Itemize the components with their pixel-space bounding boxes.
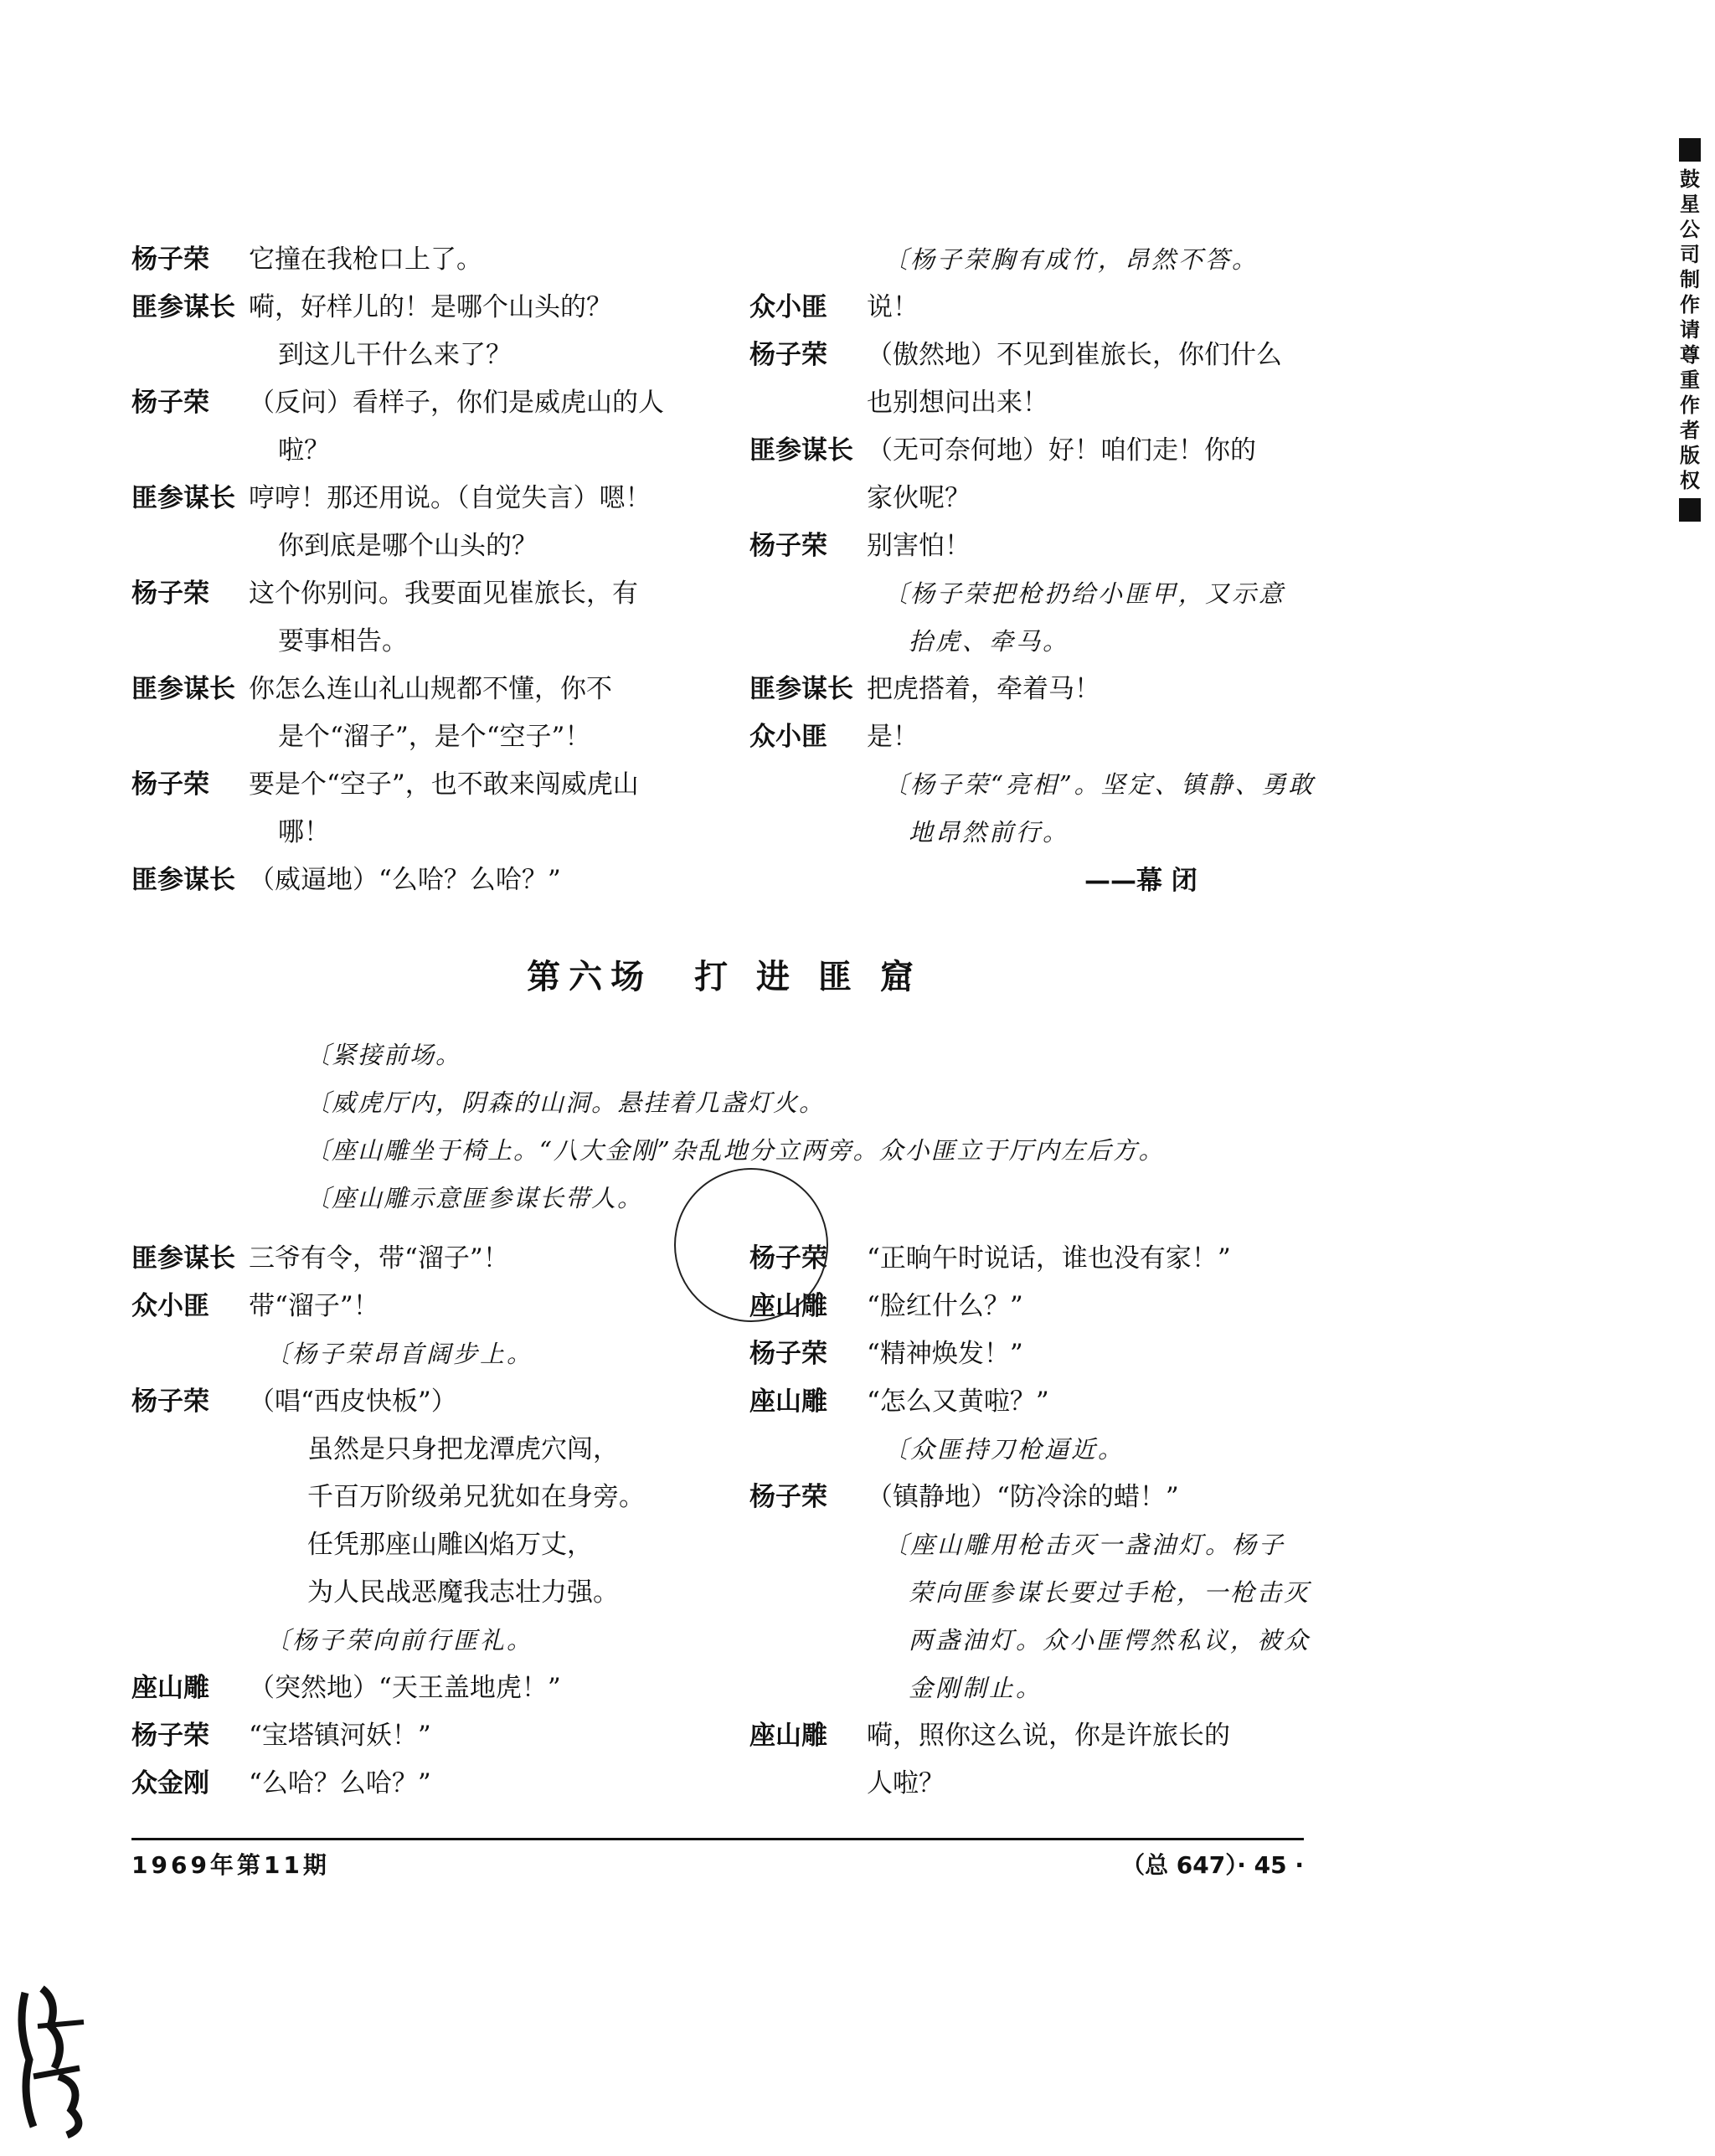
intro-line: 〔紧接前场。 [306, 1041, 462, 1069]
speaker-name: 众金刚 [131, 1768, 209, 1798]
dialogue-line [749, 1474, 1311, 1521]
notice-char: 鼓 [1680, 167, 1700, 191]
dialogue-text: 是！ [867, 722, 919, 752]
speaker-name: 座山雕 [749, 1721, 827, 1751]
dialogue-line [131, 1665, 701, 1712]
notice-char: 作 [1680, 394, 1700, 417]
left-column-bottom [131, 1235, 701, 1808]
dialogue-text: 嗬，照你这么说，你是许旅长的 [867, 1721, 1230, 1751]
dialogue-text: “正晌午时说话，谁也没有家！” [867, 1243, 1231, 1274]
notice-char: 作 [1680, 293, 1700, 316]
dialogue-text: （无可奈何地）好！咱们走！你的 [867, 435, 1256, 466]
dialogue-continuation: 金刚制止。 [909, 1674, 1043, 1702]
speaker-name: 匪参谋长 [131, 292, 235, 322]
dialogue-line [131, 1426, 701, 1474]
dialogue-continuation: 两盏油灯。众小匪愕然私议，被众 [909, 1626, 1311, 1654]
dialogue-text: “宝塔镇河妖！” [249, 1721, 431, 1751]
dialogue-text: “精神焕发！” [867, 1339, 1023, 1369]
dialogue-line [131, 1378, 701, 1426]
speaker-name: 杨子荣 [131, 244, 209, 275]
dialogue-text: 任凭那座山雕凶焰万丈， [307, 1530, 593, 1560]
stage-direction: 〔众匪持刀枪逼近。 [883, 1435, 1125, 1464]
notice-char: 请 [1680, 318, 1700, 342]
dialogue-continuation: 也别想问出来！ [867, 388, 1048, 418]
copyright-text [1677, 167, 1702, 493]
dialogue-text: 哼哼！那还用说。（自觉失言）嗯！ [249, 483, 651, 513]
speaker-name: 匪参谋长 [131, 483, 235, 513]
dialogue-text: （威逼地）“么哈？么哈？” [249, 865, 561, 895]
speaker-name: 匪参谋长 [131, 1243, 235, 1274]
speaker-name: 座山雕 [131, 1673, 209, 1703]
stage-direction: 〔座山雕用枪击灭一盏油灯。杨子 [883, 1531, 1286, 1559]
dialogue-line [749, 570, 1311, 618]
dialogue-line [131, 379, 701, 427]
dialogue-text: 为人民战恶魔我志壮力强。 [307, 1577, 619, 1608]
speaker-name: 杨子荣 [749, 1243, 827, 1274]
dialogue-line [749, 1235, 1311, 1283]
dialogue-continuation: 啦？ [278, 435, 330, 466]
dialogue-continuation: 是个“溜子”，是个“空子”！ [278, 722, 591, 752]
dialogue-line [749, 1712, 1311, 1760]
stage-direction: 〔杨子荣昂首阔步上。 [265, 1340, 534, 1368]
speaker-name: 座山雕 [749, 1291, 827, 1321]
notice-char: 制 [1680, 268, 1700, 291]
stage-direction: 〔杨子荣胸有成竹，昂然不答。 [883, 245, 1259, 274]
dialogue-line [749, 1426, 1311, 1474]
dialogue-line [749, 236, 1311, 284]
right-column-bottom [749, 1235, 1311, 1808]
notice-char: 星 [1680, 193, 1700, 216]
page-number: （总 647）· 45 · [1121, 1851, 1304, 1879]
dialogue-text: （镇静地）“防冷涂的蜡！” [867, 1482, 1179, 1512]
dialogue-line [131, 284, 701, 332]
speaker-name: 匪参谋长 [749, 674, 853, 704]
left-column-top [131, 236, 701, 904]
dialogue-line [749, 522, 1311, 570]
speaker-name [131, 1330, 265, 1378]
speaker-name [131, 1617, 265, 1665]
curtain-close: ——幕 闭 [1084, 866, 1197, 896]
dialogue-text: 千百万阶级弟兄犹如在身旁。 [307, 1482, 645, 1512]
speaker-name [749, 1521, 883, 1569]
dialogue-line [749, 761, 1316, 809]
dialogue-line [131, 1235, 701, 1283]
dialogue-text: （唱“西皮快板”） [249, 1387, 457, 1417]
dialogue-continuation: 你到底是哪个山头的？ [278, 531, 538, 561]
dialogue-line [749, 1378, 1311, 1426]
speaker-name: 杨子荣 [749, 531, 827, 561]
speaker-name [131, 1569, 307, 1617]
issue-label: 1969年第11期 [131, 1851, 330, 1879]
page-footer [131, 1838, 1304, 1881]
speaker-name: 匪参谋长 [131, 674, 235, 704]
calligraphy-seal-icon [8, 1976, 100, 2143]
speaker-name: 杨子荣 [131, 388, 209, 418]
speaker-name: 众小匪 [131, 1291, 209, 1321]
stage-direction: 〔杨子荣把枪扔给小匪甲，又示意 [883, 579, 1286, 608]
speaker-name [749, 236, 883, 284]
speaker-name: 众小匪 [749, 292, 827, 322]
dialogue-text: 把虎搭着，牵着马！ [867, 674, 1100, 704]
dialogue-line [749, 1330, 1311, 1378]
intro-line: 〔威虎厅内，阴森的山洞。悬挂着几盏灯火。 [306, 1088, 826, 1117]
dialogue-line [131, 1617, 701, 1665]
dialogue-continuation: 人啦？ [867, 1768, 945, 1798]
speaker-name [131, 1521, 307, 1569]
dialogue-text: 要是个“空子”，也不敢来闯威虎山 [249, 769, 639, 800]
dialogue-text: 这个你别问。我要面见崔旅长，有 [249, 579, 638, 609]
scene-title: 第六场 打 进 匪 窟 [527, 958, 922, 996]
bottom-bar-mark [1679, 498, 1701, 522]
dialogue-continuation: 荣向匪参谋长要过手枪，一枪击灭 [909, 1578, 1311, 1607]
notice-char: 者 [1680, 419, 1700, 442]
dialogue-text: 说！ [867, 292, 919, 322]
intro-line: 〔座山雕坐于椅上。“八大金刚”杂乱地分立两旁。众小匪立于厅内左后方。 [306, 1136, 1165, 1165]
dialogue-line [749, 1283, 1311, 1330]
right-column-top [749, 236, 1316, 857]
dialogue-line [131, 1569, 701, 1617]
speaker-name: 杨子荣 [131, 579, 209, 609]
dialogue-line [131, 236, 701, 284]
top-bar-mark [1679, 138, 1701, 162]
dialogue-text: “脸红什么？” [867, 1291, 1023, 1321]
dialogue-continuation: 哪！ [278, 817, 330, 847]
notice-char: 版 [1680, 444, 1700, 467]
speaker-name: 匪参谋长 [131, 865, 235, 895]
dialogue-line [131, 1283, 701, 1330]
notice-char: 公 [1680, 218, 1700, 241]
speaker-name: 座山雕 [749, 1387, 827, 1417]
dialogue-line [131, 475, 701, 522]
dialogue-line [749, 284, 1311, 332]
dialogue-line [131, 666, 701, 713]
dialogue-text: （傲然地）不见到崔旅长，你们什么 [867, 340, 1282, 370]
speaker-name: 杨子荣 [131, 1721, 209, 1751]
notice-char: 司 [1680, 243, 1700, 266]
dialogue-continuation: 要事相告。 [278, 626, 408, 656]
dialogue-line [749, 666, 1311, 713]
dialogue-line [749, 332, 1311, 379]
notice-char: 权 [1680, 469, 1700, 492]
dialogue-line [131, 761, 701, 809]
speaker-name: 杨子荣 [131, 769, 209, 800]
dialogue-text: 三爷有令，带“溜子”！ [249, 1243, 509, 1274]
speaker-name: 匪参谋长 [749, 435, 853, 466]
dialogue-line [749, 1521, 1311, 1569]
dialogue-text: 别害怕！ [867, 531, 971, 561]
dialogue-line [131, 1474, 701, 1521]
dialogue-line [131, 570, 701, 618]
dialogue-line [131, 857, 701, 904]
dialogue-line [131, 1712, 701, 1760]
dialogue-text: 它撞在我枪口上了。 [249, 244, 482, 275]
notice-char: 重 [1680, 368, 1700, 392]
ink-circle-mark [674, 1168, 828, 1322]
dialogue-line [749, 713, 1311, 761]
speaker-name: 众小匪 [749, 722, 827, 752]
dialogue-continuation: 家伙呢？ [867, 483, 971, 513]
speaker-name: 杨子荣 [749, 1339, 827, 1369]
notice-char: 尊 [1680, 343, 1700, 367]
speaker-name [131, 1474, 307, 1521]
dialogue-line [749, 427, 1311, 475]
speaker-name: 杨子荣 [749, 340, 827, 370]
stage-direction: 〔杨子荣向前行匪礼。 [265, 1626, 534, 1654]
side-copyright-notice [1677, 138, 1702, 527]
speaker-name: 杨子荣 [131, 1387, 209, 1417]
dialogue-text: “怎么又黄啦？” [867, 1387, 1049, 1417]
speaker-name [131, 1426, 307, 1474]
dialogue-text: “么哈？么哈？” [249, 1768, 431, 1798]
dialogue-continuation: 到这儿干什么来了？ [278, 340, 512, 370]
dialogue-line [131, 1521, 701, 1569]
speaker-name [749, 1426, 883, 1474]
dialogue-continuation: 抬虎、牵马。 [909, 627, 1070, 656]
stage-direction: 〔杨子荣“亮相”。坚定、镇静、勇敢 [883, 770, 1316, 799]
speaker-name [749, 761, 883, 809]
dialogue-text: （反问）看样子，你们是威虎山的人 [249, 388, 664, 418]
dialogue-line [131, 1330, 701, 1378]
speaker-name [749, 570, 883, 618]
dialogue-text: 你怎么连山礼山规都不懂，你不 [249, 674, 612, 704]
dialogue-text: 虽然是只身把龙潭虎穴闯， [307, 1434, 619, 1464]
dialogue-text: 带“溜子”！ [249, 1291, 379, 1321]
speaker-name: 杨子荣 [749, 1482, 827, 1512]
dialogue-continuation: 地昂然前行。 [909, 818, 1070, 846]
dialogue-line [131, 1760, 701, 1808]
intro-line: 〔座山雕示意匪参谋长带人。 [306, 1184, 644, 1212]
dialogue-text: （突然地）“天王盖地虎！” [249, 1673, 561, 1703]
dialogue-text: 嗬，好样儿的！是哪个山头的？ [249, 292, 612, 322]
